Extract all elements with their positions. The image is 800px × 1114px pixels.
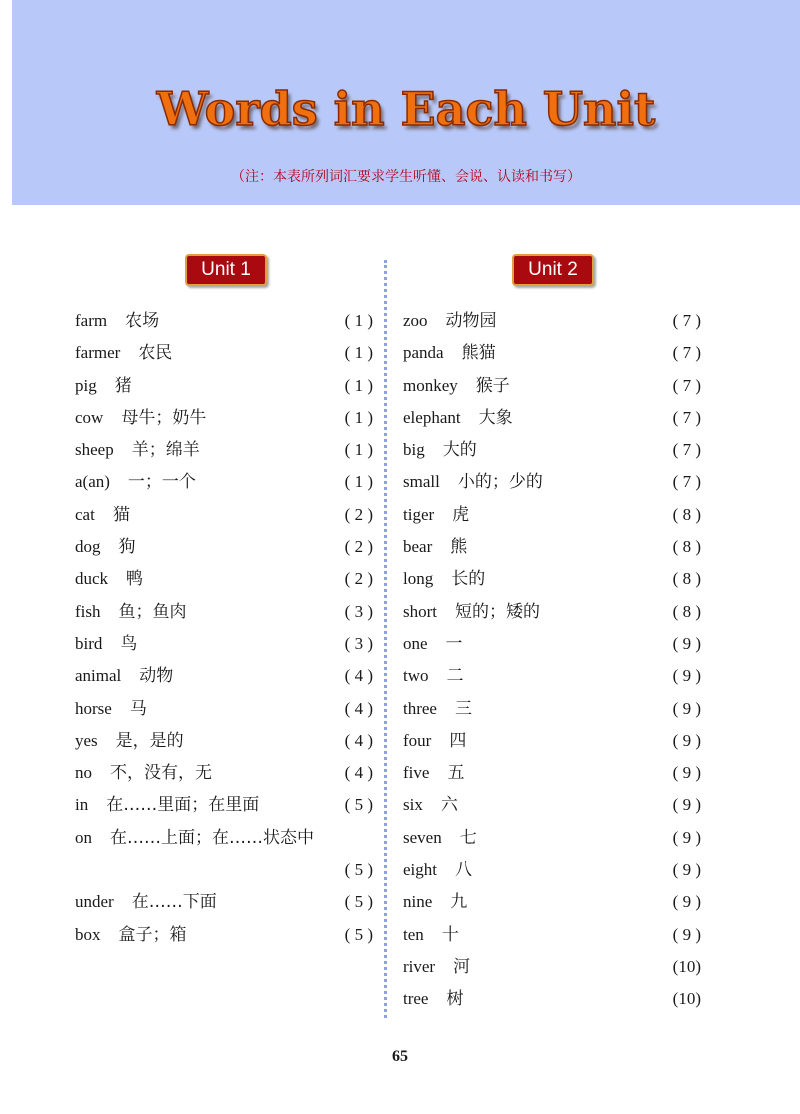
word-lesson-number: ( 7 ) [672, 407, 701, 427]
word-row [75, 305, 373, 337]
word-english: nine [403, 892, 433, 912]
word-english: eight [403, 860, 437, 880]
word-lesson-number: ( 1 ) [344, 472, 373, 492]
word-row [75, 757, 373, 789]
word-english: yes [75, 730, 98, 750]
word-lesson-number: (10) [672, 989, 701, 1009]
word-row [75, 886, 373, 918]
word-english: small [403, 472, 440, 492]
word-chinese: 河 [453, 956, 471, 977]
word-english: monkey [403, 375, 458, 395]
word-english: ten [403, 924, 424, 944]
word-row [403, 628, 701, 660]
word-english: panda [403, 343, 444, 363]
word-lesson-number: ( 5 ) [344, 860, 373, 880]
word-lesson-number: ( 3 ) [344, 633, 373, 653]
word-row [403, 370, 701, 402]
word-chinese: 大象 [478, 407, 513, 428]
unit1-badge: Unit 1 [185, 254, 267, 286]
word-chinese: 马 [129, 698, 147, 719]
word-row [75, 725, 373, 757]
word-english: sheep [75, 440, 114, 460]
word-chinese: 鸭 [126, 569, 144, 590]
word-row [403, 305, 701, 337]
word-english: one [403, 633, 428, 653]
word-chinese: 熊猫 [461, 343, 496, 364]
word-english: a(an) [75, 472, 110, 492]
word-chinese: 鱼；鱼肉 [118, 601, 187, 622]
word-lesson-number: ( 4 ) [344, 730, 373, 750]
word-chinese: 九 [450, 892, 468, 913]
word-lesson-number: ( 9 ) [672, 795, 701, 815]
word-lesson-number: ( 9 ) [672, 666, 701, 686]
word-english: duck [75, 569, 109, 589]
word-english: cow [75, 407, 104, 427]
word-chinese: 八 [455, 860, 472, 881]
word-lesson-number: ( 5 ) [344, 892, 373, 912]
word-english: under [75, 892, 114, 912]
word-row [403, 757, 701, 789]
word-lesson-number: ( 4 ) [344, 698, 373, 718]
word-lesson-number: ( 3 ) [344, 601, 373, 621]
word-row [403, 693, 701, 725]
word-row [75, 854, 373, 886]
word-lesson-number: ( 9 ) [672, 730, 701, 750]
word-lesson-number: ( 9 ) [672, 827, 701, 847]
column-divider [384, 260, 387, 1018]
word-chinese: 六 [440, 795, 458, 816]
word-chinese: 二 [446, 666, 464, 687]
word-english: zoo [403, 311, 428, 330]
word-chinese: 在……下面 [131, 892, 217, 913]
word-chinese: 在……上面；在……状态中 [110, 827, 314, 848]
word-row [403, 466, 701, 498]
word-lesson-number: ( 1 ) [344, 375, 373, 395]
word-chinese: 动物 [139, 666, 174, 687]
word-row [403, 854, 701, 886]
word-lesson-number: ( 9 ) [672, 633, 701, 653]
word-row [75, 563, 373, 595]
word-chinese: 母牛；奶牛 [121, 407, 207, 428]
word-row [403, 499, 701, 531]
word-row [403, 563, 701, 595]
word-lesson-number: ( 8 ) [672, 569, 701, 589]
word-chinese: 大的 [442, 440, 477, 461]
word-row [403, 822, 701, 854]
word-chinese: 不，没有，无 [110, 763, 212, 784]
word-lesson-number: ( 5 ) [344, 924, 373, 944]
word-row [75, 370, 373, 402]
word-chinese: 在……里面；在里面 [106, 795, 260, 816]
word-english: no [75, 763, 92, 783]
word-lesson-number: ( 8 ) [672, 601, 701, 621]
header-note: （注：本表所列词汇要求学生听懂、会说、认读和书写） [231, 169, 581, 185]
word-english: seven [403, 827, 442, 847]
word-chinese: 农民 [138, 343, 173, 364]
word-chinese: 三 [454, 698, 472, 719]
word-english: box [75, 924, 101, 944]
word-chinese: 羊；绵羊 [131, 440, 200, 461]
word-row [75, 466, 373, 498]
word-lesson-number: ( 2 ) [344, 504, 373, 524]
word-chinese: 一 [445, 633, 463, 654]
word-row [75, 337, 373, 369]
word-row [75, 628, 373, 660]
word-english: pig [75, 375, 97, 395]
word-english: animal [75, 666, 122, 686]
word-row [403, 531, 701, 563]
word-chinese: 动物园 [445, 311, 497, 331]
word-row [403, 596, 701, 628]
word-row [75, 434, 373, 466]
word-lesson-number: ( 1 ) [344, 311, 373, 330]
word-row [403, 951, 701, 983]
word-row [75, 499, 373, 531]
word-row [75, 402, 373, 434]
word-english: tree [403, 989, 429, 1009]
word-lesson-number: ( 9 ) [672, 763, 701, 783]
word-english: bear [403, 537, 433, 557]
unit2-badge: Unit 2 [512, 254, 594, 286]
word-english: big [403, 440, 425, 460]
word-lesson-number: ( 2 ) [344, 537, 373, 557]
word-row [403, 434, 701, 466]
word-english: on [75, 827, 92, 847]
word-chinese: 四 [449, 730, 467, 751]
word-lesson-number: ( 5 ) [344, 795, 373, 815]
word-chinese: 猴子 [475, 375, 510, 396]
unit1-word-list [75, 305, 373, 951]
word-chinese: 狗 [118, 537, 136, 558]
word-lesson-number: ( 1 ) [344, 440, 373, 460]
word-row [403, 725, 701, 757]
word-lesson-number: ( 1 ) [344, 343, 373, 363]
word-chinese: 是，是的 [115, 730, 184, 751]
word-english: cat [75, 504, 95, 524]
word-lesson-number: ( 9 ) [672, 698, 701, 718]
word-lesson-number: (10) [672, 956, 701, 976]
word-row [403, 789, 701, 821]
word-row [75, 693, 373, 725]
word-chinese: 猫 [112, 504, 130, 525]
word-chinese: 虎 [452, 504, 470, 525]
word-english: four [403, 730, 432, 750]
word-chinese: 一；一个 [127, 472, 196, 493]
word-lesson-number: ( 1 ) [344, 407, 373, 427]
word-chinese: 盒子；箱 [118, 924, 187, 945]
word-lesson-number: ( 9 ) [672, 860, 701, 880]
word-row [403, 919, 701, 951]
page-title: Words in Each Unit [156, 82, 656, 136]
word-row [403, 886, 701, 918]
word-row [75, 531, 373, 563]
word-english: short [403, 601, 437, 621]
word-chinese: 猪 [114, 375, 132, 396]
word-row [75, 660, 373, 692]
unit2-word-list [403, 305, 701, 1016]
word-lesson-number: ( 4 ) [344, 763, 373, 783]
word-lesson-number: ( 7 ) [672, 311, 701, 330]
word-english: five [403, 763, 430, 783]
word-row [403, 402, 701, 434]
word-english: fish [75, 601, 101, 621]
word-row [403, 983, 701, 1015]
word-row [403, 660, 701, 692]
word-lesson-number: ( 7 ) [672, 343, 701, 363]
word-chinese: 十 [441, 924, 459, 945]
word-chinese: 鸟 [120, 633, 138, 654]
word-row [75, 596, 373, 628]
word-row [75, 789, 373, 821]
word-english: bird [75, 633, 103, 653]
word-english: farmer [75, 343, 121, 363]
word-english: elephant [403, 407, 461, 427]
word-chinese: 小的；少的 [457, 472, 543, 493]
word-lesson-number: ( 8 ) [672, 504, 701, 524]
word-lesson-number: ( 2 ) [344, 569, 373, 589]
word-english: in [75, 795, 89, 815]
word-chinese: 短的；矮的 [455, 601, 540, 622]
word-lesson-number: ( 7 ) [672, 375, 701, 395]
word-english: river [403, 956, 436, 976]
word-english: two [403, 666, 429, 686]
word-english: three [403, 698, 437, 718]
word-english: tiger [403, 504, 435, 524]
word-english: farm [75, 311, 108, 330]
word-chinese: 五 [447, 763, 465, 784]
header-banner [12, 0, 800, 205]
word-row [403, 337, 701, 369]
word-lesson-number: ( 8 ) [672, 537, 701, 557]
word-lesson-number: ( 7 ) [672, 440, 701, 460]
word-chinese: 农场 [125, 311, 160, 331]
word-lesson-number: ( 9 ) [672, 892, 701, 912]
word-row [75, 822, 373, 854]
word-chinese: 七 [459, 827, 477, 848]
word-english: six [403, 795, 423, 815]
word-english: horse [75, 698, 112, 718]
word-chinese: 熊 [450, 537, 468, 558]
word-chinese: 树 [446, 989, 464, 1010]
word-chinese: 长的 [451, 569, 486, 590]
page-number: 65 [392, 1048, 408, 1065]
word-lesson-number: ( 4 ) [344, 666, 373, 686]
word-lesson-number: ( 9 ) [672, 924, 701, 944]
word-row [75, 919, 373, 951]
word-english: long [403, 569, 434, 589]
word-english: dog [75, 537, 101, 557]
word-lesson-number: ( 7 ) [672, 472, 701, 492]
